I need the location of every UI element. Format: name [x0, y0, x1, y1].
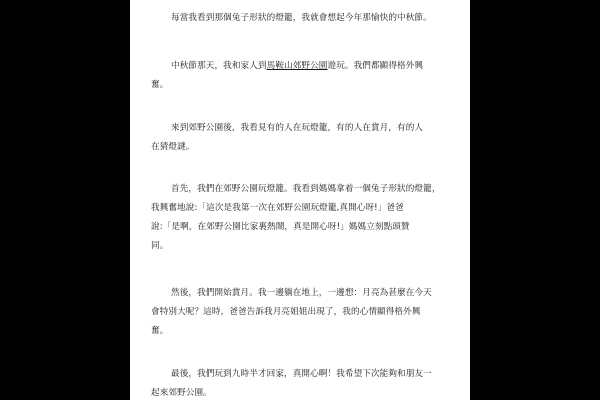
paragraph-line: 起來郊野公園。: [151, 388, 212, 398]
paragraph-3: [151, 119, 456, 157]
paragraph-5: [151, 284, 456, 341]
text-fragment: 遊玩。我們都顯得格外興: [327, 61, 424, 71]
paragraph-line: 奮。: [151, 80, 169, 90]
paragraph-line: 每當我看到那個兔子形狀的燈籠，我就會想起今年那愉快的中秋節。: [171, 13, 432, 23]
paragraph-line: 來到郊野公園後，我看見有的人在玩燈籠，有的人在賞月，有的人: [171, 123, 424, 133]
document-page: [130, 0, 470, 400]
park-name-link[interactable]: 馬鞍山郊野公園: [266, 61, 328, 71]
paragraph-line: [151, 57, 456, 76]
paragraph-line: 同。: [151, 241, 169, 251]
paragraph-line: 最後，我們玩到九時半才回家，真開心啊！我希望下次能夠和朋友一: [171, 369, 432, 379]
paragraph-line: 然後，我們開始賞月。我一邊躺在地上，一邊想：月亮為甚麼在今天: [171, 288, 432, 298]
paragraph-line: 奮。: [151, 326, 169, 336]
paragraph-line: 會特別大呢？這時，爸爸告訴我月亮姐姐出現了，我的心情顯得格外興: [151, 307, 421, 317]
paragraph-line: 說:「是啊，在郊野公園比家裏熱鬧，真是開心呀!」媽媽立刻點頭贊: [151, 222, 410, 232]
paragraph-line: 首先，我們在郊野公園玩燈籠。我看到媽媽拿着一個兔子形狀的燈籠，: [171, 184, 441, 194]
paragraph-6: [151, 365, 456, 400]
paragraph-2: [151, 57, 456, 95]
paragraph-1: [151, 9, 456, 28]
paragraph-4: [151, 180, 456, 256]
paragraph-line: 在猜燈謎。: [151, 142, 195, 152]
paragraph-line: 我興奮地說:「這次是我第一次在郊野公園玩燈籠,真開心呀!」爸爸: [151, 203, 404, 213]
text-fragment: 中秋節那天，我和家人到: [171, 61, 267, 71]
